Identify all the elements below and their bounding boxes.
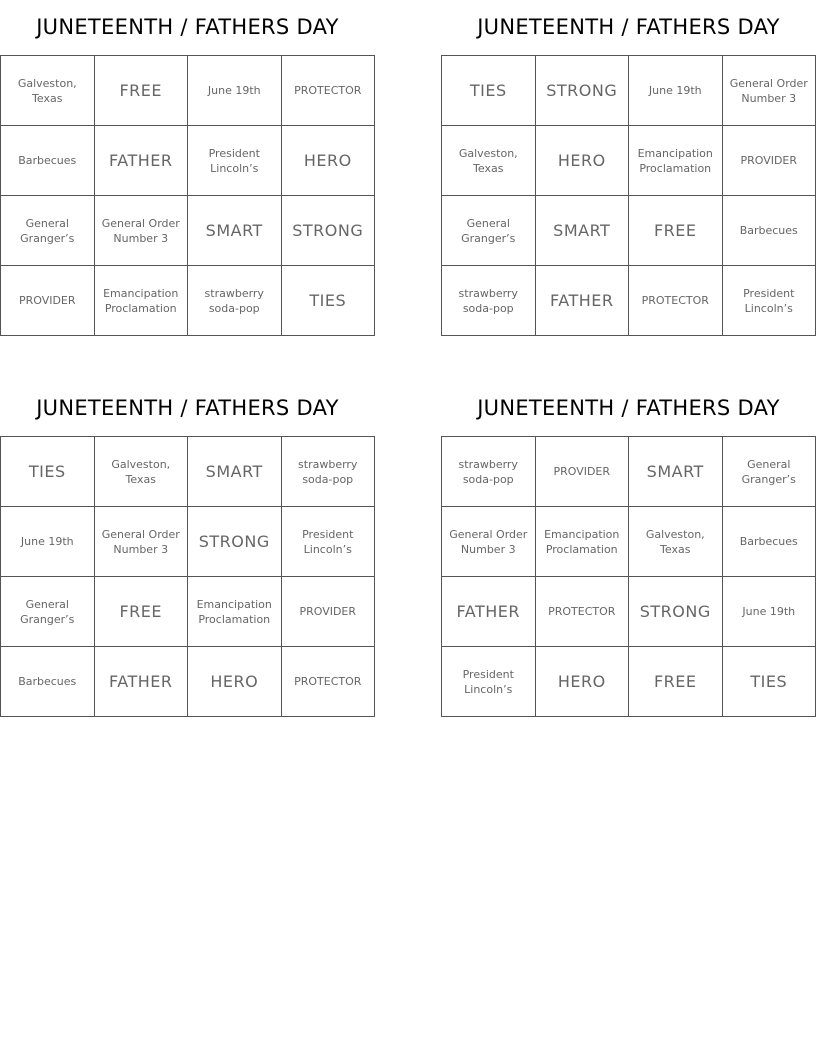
bingo-cell: FATHER [95,647,189,717]
bingo-card [0,381,375,717]
bingo-cell: Barbecues [1,647,95,717]
bingo-cell: President Lincoln’s [282,507,376,577]
bingo-cell: President Lincoln’s [188,126,282,196]
bingo-cell: Galveston, Texas [1,56,95,126]
bingo-cell: General Granger’s [442,196,536,266]
bingo-cell: June 19th [1,507,95,577]
bingo-cell: Galveston, Texas [95,437,189,507]
bingo-cell: FATHER [536,266,630,336]
bingo-cell: General Granger’s [1,577,95,647]
bingo-card [441,0,816,336]
bingo-cell: General Order Number 3 [723,56,816,126]
card-title: JUNETEENTH / FATHERS DAY [36,396,339,420]
bingo-cell: June 19th [723,577,816,647]
bingo-cell: TIES [442,56,536,126]
bingo-cell: Barbecues [1,126,95,196]
bingo-cell: PROVIDER [1,266,95,336]
bingo-cell: FREE [629,196,723,266]
bingo-cell: PROVIDER [282,577,376,647]
card-title: JUNETEENTH / FATHERS DAY [477,396,780,420]
bingo-cell: General Order Number 3 [95,196,189,266]
bingo-cell: June 19th [629,56,723,126]
bingo-cell: FATHER [442,577,536,647]
bingo-cell: Emancipation Proclamation [536,507,630,577]
bingo-cell: General Granger’s [723,437,816,507]
bingo-cell: General Granger’s [1,196,95,266]
bingo-card [0,0,375,336]
bingo-cell: Barbecues [723,196,816,266]
bingo-cell: FREE [95,577,189,647]
bingo-grid [441,436,816,717]
bingo-cell: PROTECTOR [282,647,376,717]
bingo-cell: STRONG [188,507,282,577]
bingo-cell: TIES [723,647,816,717]
bingo-cell: STRONG [629,577,723,647]
bingo-cell: FREE [629,647,723,717]
bingo-cell: PROVIDER [536,437,630,507]
bingo-grid [0,436,375,717]
bingo-card [441,381,816,717]
bingo-cell: HERO [536,126,630,196]
bingo-grid [0,55,375,336]
bingo-cell: TIES [1,437,95,507]
bingo-cell: HERO [282,126,376,196]
bingo-cell: President Lincoln’s [442,647,536,717]
bingo-cell: HERO [536,647,630,717]
bingo-cell: SMART [629,437,723,507]
bingo-cell: General Order Number 3 [442,507,536,577]
bingo-cell: strawberry soda-pop [442,266,536,336]
bingo-cell: FATHER [95,126,189,196]
card-title: JUNETEENTH / FATHERS DAY [36,15,339,39]
bingo-grid [441,55,816,336]
bingo-cell: Galveston, Texas [629,507,723,577]
bingo-cell: Galveston, Texas [442,126,536,196]
bingo-cell: TIES [282,266,376,336]
bingo-cell: SMART [188,196,282,266]
bingo-cell: June 19th [188,56,282,126]
bingo-cell: Emancipation Proclamation [95,266,189,336]
bingo-cell: PROVIDER [723,126,816,196]
bingo-cell: strawberry soda-pop [282,437,376,507]
bingo-cell: Emancipation Proclamation [188,577,282,647]
bingo-cell: STRONG [536,56,630,126]
card-title: JUNETEENTH / FATHERS DAY [477,15,780,39]
bingo-cell: Emancipation Proclamation [629,126,723,196]
bingo-cell: strawberry soda-pop [188,266,282,336]
bingo-cell: General Order Number 3 [95,507,189,577]
bingo-cell: STRONG [282,196,376,266]
bingo-cell: PROTECTOR [629,266,723,336]
bingo-cell: strawberry soda-pop [442,437,536,507]
bingo-cell: HERO [188,647,282,717]
bingo-cell: FREE [95,56,189,126]
bingo-cell: SMART [536,196,630,266]
bingo-cell: SMART [188,437,282,507]
bingo-cell: PROTECTOR [536,577,630,647]
bingo-cell: PROTECTOR [282,56,376,126]
bingo-cell: President Lincoln’s [723,266,816,336]
bingo-cell: Barbecues [723,507,816,577]
